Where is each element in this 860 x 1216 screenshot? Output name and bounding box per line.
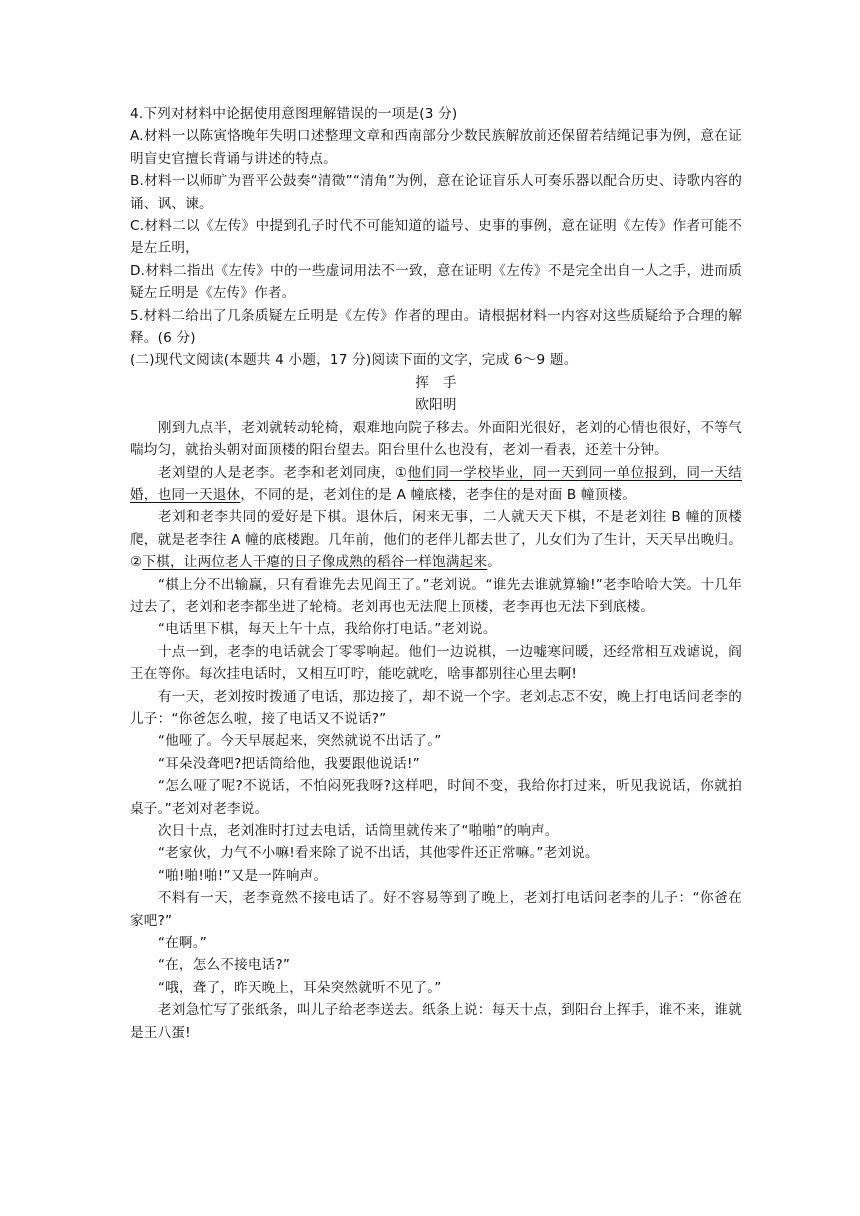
paragraph: “怎么哑了呢?不说话，不怕闷死我呀?这样吧，时间不变，我给你打过来，听见我说话，你就拍桌子。”老刘对老李说。 [130, 778, 742, 817]
section-heading: (二)现代文阅读(本题共 4 小题，17 分)阅读下面的文字，完成 6～9 题。 [130, 352, 578, 369]
paragraph: “棋上分不出输赢，只有看谁先去见阎王了。”老刘说。“谁先去谁就算输!”老李哈哈大笑。十几年过去了，老刘和老李都坐进了轮椅。老刘再也无法爬上顶楼，老李再也无法下到底楼。 [130, 576, 742, 615]
paragraph: “哦，聋了，昨天晚上，耳朵突然就听不见了。” [157, 979, 442, 996]
q4-stem: 4.下列对材料中论据使用意图理解错误的一项是(3 分) [130, 106, 458, 122]
paragraph: “电话里下棋，每天上午十点，我给你打电话。”老刘说。 [157, 621, 497, 638]
paragraph: “老家伙，力气不小嘛!看来除了说不出话，其他零件还正常嘛。”老刘说。 [157, 845, 599, 862]
paragraph: 有一天，老刘按时拨通了电话，那边接了，却不说一个字。老刘忐忑不安，晚上打电话问老李的儿子：“你爸怎么啦，接了电话又不说话?” [130, 688, 742, 727]
paragraph: 十点一到，老李的电话就会丁零零响起。他们一边说棋，一边嘘寒问暖，还经常相互戏谑说，阎王在等你。每次挂电话时，又相互叮咛，能吃就吃，啥事都别往心里去啊! [130, 643, 742, 683]
paragraph: “在啊。” [157, 935, 207, 952]
text: 老刘望的人是老李。老李和老刘同庚，① [157, 464, 408, 481]
paragraph [130, 506, 742, 573]
q4-option-c: C.材料二以《左传》中提到孔子时代不可能知道的谥号、史事的事例，意在证明《左传》作者可能不是左丘明， [130, 218, 742, 257]
q4-option-b: B.材料一以师旷为晋平公鼓奏“清徵”“清角”为例，意在论证盲乐人可奏乐器以配合历史、诗歌内容的诵、讽、谏。 [130, 173, 742, 212]
paragraph: “啪!啪!啪!”又是一阵响声。 [157, 867, 328, 884]
paragraph: “耳朵没聋吧?把话筒给他，我要跟他说话!” [157, 755, 420, 772]
text: 。 [487, 554, 502, 571]
paragraph: “在，怎么不接电话?” [157, 957, 291, 974]
q4-option-d: D.材料二指出《左传》中的一些虚词用法不一致，意在证明《左传》不是完全出自一人之手，进而质疑左丘明是《左传》作者。 [130, 262, 742, 302]
underlined-sentence-2: 下棋，让两位老人干瘪的日子像成熟的稻谷一样饱满起来 [142, 554, 488, 571]
q5-stem: 5.材料二给出了几条质疑左丘明是《左传》作者的理由。请根据材料一内容对这些质疑给予合理的解释。(6 分) [130, 307, 742, 347]
paragraph: 刚到九点半，老刘就转动轮椅，艰难地向院子移去。外面阳光很好，老刘的心情也很好，不等气喘均匀，就抬头朝对面顶楼的阳台望去。阳台里什么也没有，老刘一看表，还差十分钟。 [130, 419, 742, 459]
paragraph: “他哑了。今天早展起来，突然就说不出话了。” [157, 733, 442, 750]
text: 老刘和老李共同的爱好是下棋。退休后，闲来无事，二人就天天下棋，不是老刘往 B 幢的顶楼爬，就是老李往 A 幢的底楼跑。几年前，他们的老伴儿都去世了，儿女们为了生计，天天早出晚归。② [130, 509, 742, 571]
q4-option-a: A.材料一以陈寅恪晚年失明口述整理文章和西南部分少数民族解放前还保留若结绳记事为例，意在证明盲史官擅长背诵与讲述的特点。 [130, 128, 742, 167]
text: ，不同的是，老刘住的是 A 幢底楼，老李住的是对面 B 幢顶楼。 [240, 486, 637, 503]
paragraph: 老刘急忙写了张纸条，叫儿子给老李送去。纸条上说：每天十点，到阳台上挥手，谁不来，谁就是王八蛋! [130, 1002, 742, 1041]
document-page [130, 103, 742, 1044]
paragraph: 次日十点，老刘准时打过去电话，话筒里就传来了“啪啪”的响声。 [157, 823, 559, 839]
paragraph [130, 462, 742, 507]
story-author: 欧阳明 [415, 397, 457, 414]
paragraph: 不料有一天，老李竟然不接电话了。好不容易等到了晚上，老刘打电话问老李的儿子：“你爸在家吧?” [130, 890, 742, 929]
story-title: 挥 手 [415, 374, 457, 391]
underlined-sentence-1: 他们同一学校毕业，同一天到同一单位报到，同一天结婚，也同一天退休 [130, 464, 742, 503]
